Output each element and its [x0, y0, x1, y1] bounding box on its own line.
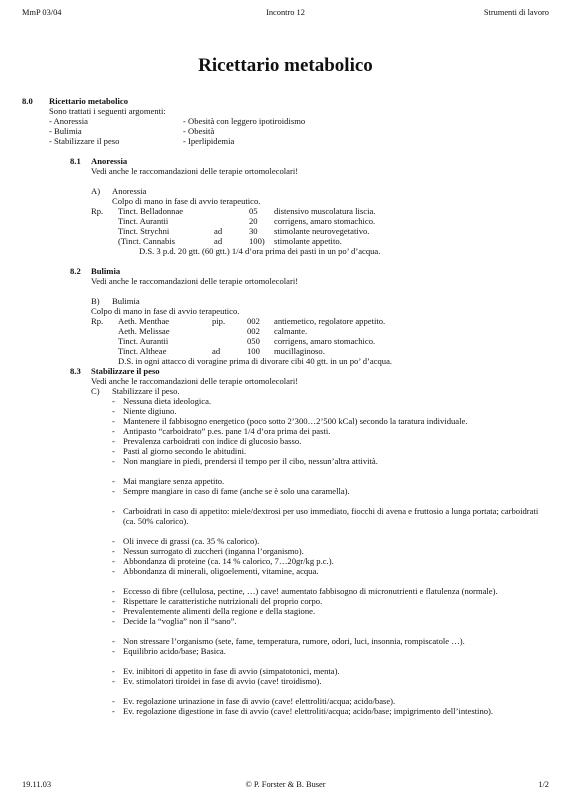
guideline-item — [112, 666, 552, 676]
subsection-letter: B) — [91, 296, 100, 306]
bullet-dash: - — [112, 676, 115, 686]
bullet-dash: - — [112, 636, 115, 646]
guideline-item — [112, 646, 552, 656]
guideline-item — [112, 606, 552, 616]
topic-item: - Iperlipidemia — [183, 136, 235, 146]
guideline-item — [112, 546, 552, 556]
topic-item: - Bulimia — [49, 126, 82, 136]
topic-item: - Anoressia — [49, 116, 88, 126]
bullet-dash: - — [112, 396, 115, 406]
section-number: 8.0 — [22, 96, 33, 106]
see-also-note: Vedi anche le raccomandazioni delle terapie ortomolecolari! — [91, 166, 299, 176]
recipe-row: Rp. Aeth. Menthae pip. 002 antiemetico, regolatore appetito. — [91, 316, 386, 326]
guideline-text: Equilibrio acido/base; Basica. — [123, 646, 226, 656]
guideline-text: Ev. regolazione urinazione in fase di avvio (cave! elettroliti/acqua; acido/base). — [123, 696, 396, 706]
footer-copyright: © P. Forster & B. Buser — [245, 780, 326, 789]
guideline-item — [112, 696, 552, 706]
subsection-title: Bulimia — [112, 296, 140, 306]
footer-page-number: 1/2 — [538, 780, 549, 789]
dosage-instruction: D.S. 3 p.d. 20 gtt. (60 gtt.) 1/4 d’ora prima dei pasti in un po’ d’acqua. — [139, 246, 381, 256]
topics-list — [22, 116, 552, 146]
bullet-dash: - — [112, 426, 115, 436]
recipe-row: Aeth. Melissae 002 calmante. — [118, 326, 308, 336]
section-number: 8.2 — [70, 266, 81, 276]
bullet-dash: - — [112, 556, 115, 566]
document-body — [22, 96, 552, 716]
header-meeting: Incontro 12 — [266, 8, 305, 17]
page-footer — [22, 780, 549, 792]
section-8-0-heading — [22, 96, 552, 106]
subsection-title: Stabilizzare il peso. — [112, 386, 180, 396]
recipe-row: Tinct. Aurantii 050 corrigens, amaro stomachico. — [118, 336, 376, 346]
guideline-text: Carboidrati in caso di appetito: miele/dextrosi per uso immediato, fiocchi di avena e fruttosio a lunga portata; carboidrati (ca. 50% calorico). — [123, 506, 539, 526]
bullet-dash: - — [112, 406, 115, 416]
guideline-item — [112, 506, 552, 526]
guideline-item — [112, 406, 552, 416]
guideline-text: Decide la “voglia” non il “sano”. — [123, 616, 237, 626]
guideline-text: Mantenere il fabbisogno energetico (poco sotto 2’300…2’500 kCal) secondo la taratura individuale. — [123, 416, 468, 426]
recipe-row: Rp. Tinct. Belladonnae 05 distensivo muscolatura liscia. — [91, 206, 376, 216]
guideline-item — [112, 446, 552, 456]
bullet-dash: - — [112, 646, 115, 656]
footer-date: 19.11.03 — [22, 780, 52, 789]
guideline-text: Non mangiare in piedi, prendersi il tempo per il cibo, nessun’altra attività. — [123, 456, 378, 466]
guideline-text: Prevalenza carboidrati con indice di glucosio basso. — [123, 436, 302, 446]
guideline-text: Nessuna dieta ideologica. — [123, 396, 212, 406]
bullet-dash: - — [112, 606, 115, 616]
guideline-item — [112, 426, 552, 436]
section-heading: Bulimia — [91, 266, 121, 276]
see-also-note: Vedi anche le raccomandazioni delle terapie ortomolecolari! — [91, 376, 299, 386]
bullet-dash: - — [112, 536, 115, 546]
bullet-dash: - — [112, 486, 115, 496]
guideline-text: Abbondanza di proteine (ca. 14 % calorico, 7…20gr/kg p.c.). — [123, 556, 334, 566]
section-8-2 — [22, 266, 552, 366]
guideline-text: Ev. inibitori di appetito in fase di avvio (simpatotonici, menta). — [123, 666, 340, 676]
guideline-text: Mai mangiare senza appetito. — [123, 476, 225, 486]
bullet-dash: - — [112, 476, 115, 486]
guideline-text: Abbondanza di minerali, oligoelementi, vitamine, acqua. — [123, 566, 319, 576]
recipe-row: (Tinct. Cannabis ad 100) stimolante appetito. — [118, 236, 342, 246]
guideline-text: Pasti al giorno secondo le abitudini. — [123, 446, 247, 456]
bullet-dash: - — [112, 666, 115, 676]
section-number: 8.1 — [70, 156, 81, 166]
guideline-item — [112, 586, 552, 596]
bullet-dash: - — [112, 416, 115, 426]
section-8-3 — [22, 366, 552, 716]
bullet-dash: - — [112, 506, 115, 516]
section-heading: Anoressia — [91, 156, 128, 166]
section-heading: Stabilizzare il peso — [91, 366, 160, 376]
guideline-item — [112, 556, 552, 566]
subsection-letter: C) — [91, 386, 100, 396]
guidelines-list — [91, 396, 552, 716]
guideline-text: Eccesso di fibre (cellulosa, pectine, …) cave! aumentato fabbisogno di micronutrienti e flatulenza (normale). — [123, 586, 498, 596]
guideline-item — [112, 536, 552, 546]
guideline-text: Ev. regolazione digestione in fase di avvio (cave! elettroliti/acqua; acido/base; impigrimento dell’intestino). — [123, 706, 494, 716]
bullet-dash: - — [112, 596, 115, 606]
guideline-item — [112, 676, 552, 686]
bullet-dash: - — [112, 696, 115, 706]
bullet-dash: - — [112, 456, 115, 466]
guideline-text: Non stressare l’organismo (sete, fame, temperatura, rumore, odori, luci, insonnia, rompiscatole …). — [123, 636, 465, 646]
topic-item: - Obesità con leggero ipotiroidismo — [183, 116, 306, 126]
section-heading: Ricettario metabolico — [49, 96, 128, 106]
bullet-dash: - — [112, 446, 115, 456]
see-also-note: Vedi anche le raccomandazioni delle terapie ortomolecolari! — [91, 276, 299, 286]
topic-item: - Stabilizzare il peso — [49, 136, 120, 146]
guideline-item — [112, 636, 552, 646]
section-8-0-intro: Sono trattati i seguenti argomenti: — [49, 106, 166, 116]
bullet-dash: - — [112, 706, 115, 716]
recipe-row: Tinct. Altheae ad 100 mucillaginoso. — [118, 346, 325, 356]
topic-item: - Obesità — [183, 126, 215, 136]
guideline-text: Nessun surrogato di zuccheri (inganna l’organismo). — [123, 546, 304, 556]
header-course: MmP 03/04 — [22, 8, 62, 17]
recipe-row: Tinct. Aurantii 20 corrigens, amaro stomachico. — [118, 216, 376, 226]
page-header — [22, 8, 549, 20]
guideline-item — [112, 706, 552, 716]
colpo-note: Colpo di mano in fase di avvio terapeutico. — [112, 196, 261, 206]
bullet-dash: - — [112, 586, 115, 596]
guideline-text: Rispettare le caratteristiche nutrizionali del proprio corpo. — [123, 596, 323, 606]
bullet-dash: - — [112, 566, 115, 576]
guideline-text: Prevalentemente alimenti della regione e della stagione. — [123, 606, 316, 616]
dosage-instruction: D.S. in ogni attacco di voragine prima di divorare cibi 40 gtt. in un po’ d’acqua. — [118, 356, 393, 366]
section-8-1 — [22, 156, 552, 256]
section-number: 8.3 — [70, 366, 81, 376]
guideline-item — [112, 436, 552, 446]
guideline-item — [112, 456, 552, 466]
guideline-text: Sempre mangiare in caso di fame (anche se è solo una caramella). — [123, 486, 350, 496]
guideline-text: Niente digiuno. — [123, 406, 177, 416]
subsection-title: Anoressia — [112, 186, 147, 196]
guideline-item — [112, 476, 552, 486]
page-title: Ricettario metabolico — [198, 55, 373, 76]
guideline-item — [112, 416, 552, 426]
guideline-item — [112, 596, 552, 606]
guideline-text: Oli invece di grassi (ca. 35 % calorico). — [123, 536, 260, 546]
subsection-letter: A) — [91, 186, 101, 196]
bullet-dash: - — [112, 436, 115, 446]
bullet-dash: - — [112, 546, 115, 556]
colpo-note: Colpo di mano in fase di avvio terapeutico. — [91, 306, 240, 316]
guideline-text: Antipasto “carboidrato” p.es. pane 1/4 d’ora prima dei pasti. — [123, 426, 331, 436]
guideline-item — [112, 616, 552, 626]
bullet-dash: - — [112, 616, 115, 626]
recipe-row: Tinct. Strychni ad 30 stimolante neurovegetativo. — [118, 226, 370, 236]
guideline-item — [112, 486, 552, 496]
guideline-item — [112, 396, 552, 406]
guideline-text: Ev. stimolatori tiroidei in fase di avvio (cave! tiroidismo). — [123, 676, 322, 686]
guideline-item — [112, 566, 552, 576]
header-section: Strumenti di lavoro — [483, 8, 549, 17]
